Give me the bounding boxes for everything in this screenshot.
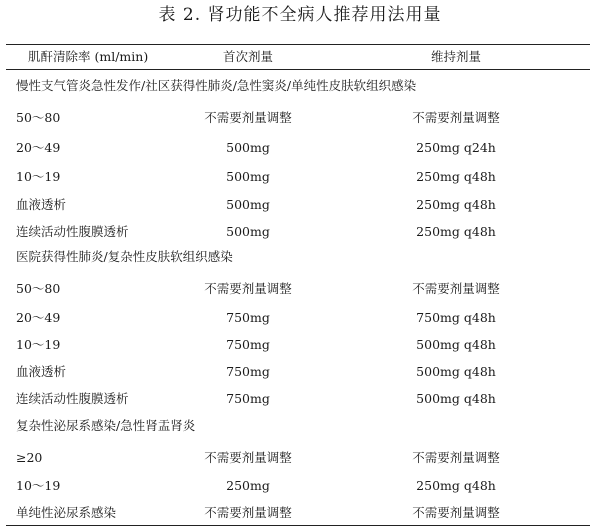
- table-row: [0, 308, 600, 328]
- table-row: [0, 138, 600, 158]
- cell-initial: 500mg: [226, 140, 270, 155]
- header-initial-dose: 首次剂量: [222, 49, 273, 64]
- cell-initial: 250mg: [226, 478, 270, 493]
- cell-initial: 不需要剂量调整: [204, 505, 292, 520]
- cell-initial: 750mg: [226, 337, 270, 352]
- table-title: 表 2. 肾功能不全病人推荐用法用量: [158, 5, 442, 25]
- table-row: [0, 195, 600, 215]
- cell-crcl: 血液透析: [16, 197, 67, 212]
- cell-initial: 500mg: [226, 169, 270, 184]
- cell-crcl: 连续活动性腹膜透析: [16, 224, 129, 239]
- cell-maintenance: 500mg q48h: [416, 391, 496, 406]
- cell-maintenance: 250mg q48h: [416, 169, 496, 184]
- table-top-rule: [6, 44, 590, 45]
- cell-initial: 不需要剂量调整: [204, 281, 292, 296]
- cell-initial: 750mg: [226, 310, 270, 325]
- table-row: [0, 222, 600, 242]
- cell-maintenance: 250mg q24h: [416, 140, 496, 155]
- cell-crcl: 50～80: [16, 281, 61, 296]
- cell-maintenance: 不需要剂量调整: [412, 505, 500, 520]
- cell-initial: 500mg: [226, 197, 270, 212]
- table-row: [0, 476, 600, 496]
- cell-maintenance: 不需要剂量调整: [412, 281, 500, 296]
- table-row: [0, 503, 600, 523]
- cell-crcl: 50～80: [16, 110, 61, 125]
- cell-initial: 750mg: [226, 364, 270, 379]
- table-row: [0, 448, 600, 468]
- table-row: [0, 167, 600, 187]
- table-row: [0, 335, 600, 355]
- table-header-rule: [6, 69, 590, 70]
- cell-initial: 不需要剂量调整: [204, 110, 292, 125]
- cell-maintenance: 500mg q48h: [416, 364, 496, 379]
- section-label: 医院获得性肺炎/复杂性皮肤软组织感染: [16, 249, 233, 264]
- header-crcl: 肌酐清除率 (ml/min): [28, 49, 149, 64]
- cell-initial: 不需要剂量调整: [204, 450, 292, 465]
- cell-crcl: 20～49: [16, 310, 61, 325]
- table-row: [0, 279, 600, 299]
- cell-crcl: 血液透析: [16, 364, 67, 379]
- cell-maintenance: 250mg q48h: [416, 478, 496, 493]
- cell-maintenance: 250mg q48h: [416, 224, 496, 239]
- table-row: [0, 389, 600, 409]
- cell-maintenance: 不需要剂量调整: [412, 110, 500, 125]
- cell-crcl: 10～19: [16, 169, 61, 184]
- cell-crcl: 连续活动性腹膜透析: [16, 391, 129, 406]
- cell-crcl: 10～19: [16, 478, 61, 493]
- cell-maintenance: 750mg q48h: [416, 310, 496, 325]
- table-bottom-rule: [6, 525, 590, 526]
- cell-crcl: ≥20: [16, 450, 43, 465]
- table-row: [0, 108, 600, 128]
- table-row: [0, 362, 600, 382]
- cell-initial: 750mg: [226, 391, 270, 406]
- cell-maintenance: 不需要剂量调整: [412, 450, 500, 465]
- cell-crcl: 单纯性泌尿系感染: [16, 505, 117, 520]
- cell-maintenance: 500mg q48h: [416, 337, 496, 352]
- section-label: 慢性支气管炎急性发作/社区获得性肺炎/急性窦炎/单纯性皮肤软组织感染: [16, 78, 417, 93]
- header-maintenance-dose: 维持剂量: [430, 49, 481, 64]
- cell-maintenance: 250mg q48h: [416, 197, 496, 212]
- cell-crcl: 20～49: [16, 140, 61, 155]
- cell-crcl: 10～19: [16, 337, 61, 352]
- cell-initial: 500mg: [226, 224, 270, 239]
- section-label: 复杂性泌尿系感染/急性肾盂肾炎: [16, 418, 196, 433]
